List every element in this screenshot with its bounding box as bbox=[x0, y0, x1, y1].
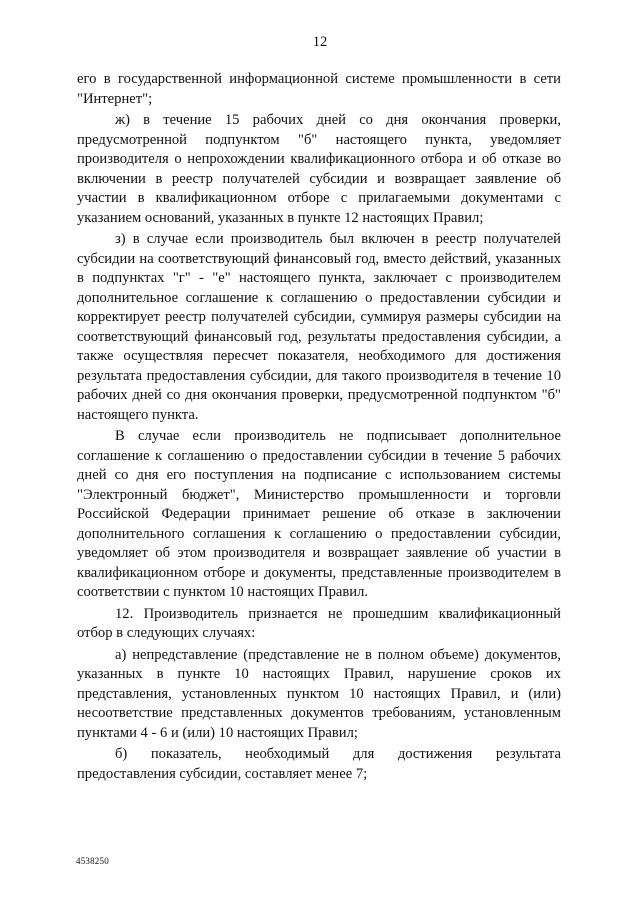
paragraph-item-z: з) в случае если производитель был включен в реестр получателей субсидии на соответствующий финансовый год, вместо действий, указанных в подпунктах "г" - "е" настоящего пункта, заключает с производителем дополнительное соглашение к соглашению о предоставлении субсидии и корректирует реестр получателей субсидии, суммируя размеры субсидии на соответствующий финансовый год, результаты предоставления субсидии, а также осуществляя пересчет показателя, необходимого для достижения результата предоставления субсидии, для такого производителя в течение 10 рабочих дней со дня окончания проверки, предусмотренной подпунктом "б" настоящего пункта. bbox=[77, 231, 561, 423]
document-code: 4538250 bbox=[76, 856, 109, 866]
document-body bbox=[77, 70, 561, 786]
paragraph-item-zh: ж) в течение 15 рабочих дней со дня окончания проверки, предусмотренной подпунктом "б" настоящего пункта, уведомляет производителя о непрохождении квалификационного отбора и об отказе во включении в реестр получателей субсидии и возвращает заявление об участии в квалификационном отборе с прилагаемыми документами с указанием оснований, указанных в пункте 12 настоящих Правил; bbox=[77, 112, 561, 226]
paragraph-item-b: б) показатель, необходимый для достижения результата предоставления субсидии, составляет менее 7; bbox=[77, 746, 561, 782]
paragraph-item-a: а) непредставление (представление не в полном объеме) документов, указанных в пункте 10 настоящих Правил, нарушение сроков их представления, установленных пунктом 10 настоящих Правил, и (или) несоответствие представленных документов требованиям, установленным пунктами 4 - 6 и (или) 10 настоящих Правил; bbox=[77, 646, 561, 741]
paragraph-clause-12: 12. Производитель признается не прошедшим квалификационный отбор в следующих случаях: bbox=[77, 605, 561, 641]
paragraph-refusal: В случае если производитель не подписывает дополнительное соглашение к соглашению о предоставлении субсидии в течение 5 рабочих дней со дня его поступления на подписание с использованием системы "Электронный бюджет", Министерство промышленности и торговли Российской Федерации принимает решение об отказе в заключении дополнительного соглашения к соглашению о предоставлении субсидии, уведомляет об этом производителя и возвращает заявление об участии в квалификационном отборе и документы, представленные производителем в соответствии с пунктом 10 настоящих Правил. bbox=[77, 428, 561, 600]
page-number: 12 bbox=[312, 34, 328, 50]
paragraph-continuation: его в государственной информационной системе промышленности в сети "Интернет"; bbox=[77, 71, 561, 107]
